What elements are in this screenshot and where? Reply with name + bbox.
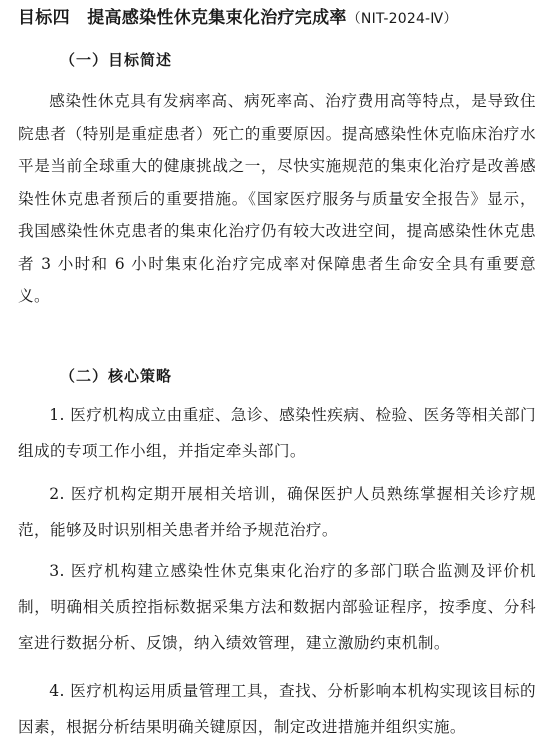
paragraph-summary: 感染性休克具有发病率高、病死率高、治疗费用高等特点，是导致住院患者（特别是重症患者）死亡的重要原因。提高感染性休克临床治疗水平是当前全球重大的健康挑战之一，尽快实施规范的集束化治疗是改善感染性休克患者预后的重要措施。《国家医疗服务与质量安全报告》显示，我国感染性休克患者的集束化治疗仍有较大改进空间，提高感染性休克患者 3 小时和 6 小时集束化治疗完成率对保障患者生命安全具有重要意义。 xyxy=(18,92,536,305)
section-heading-strategy: （二）核心策略 xyxy=(60,367,173,385)
section-heading-summary: （一）目标简述 xyxy=(60,51,173,69)
page-title xyxy=(18,6,548,31)
title-code: （NIT-2024-Ⅳ） xyxy=(346,11,458,27)
paragraph-strategy-2: 2. 医疗机构定期开展相关培训，确保医护人员熟练掌握相关诊疗规范，能够及时识别相关患者并给予规范治疗。 xyxy=(18,485,536,539)
title-main: 目标四 提高感染性休克集束化治疗完成率 xyxy=(18,8,347,28)
paragraph-strategy-3: 3. 医疗机构建立感染性休克集束化治疗的多部门联合监测及评价机制，明确相关质控指标数据采集方法和数据内部验证程序，按季度、分科室进行数据分析、反馈，纳入绩效管理，建立激励约束机制。 xyxy=(18,562,536,652)
paragraph-strategy-4: 4. 医疗机构运用质量管理工具，查找、分析影响本机构实现该目标的因素，根据分析结果明确关键原因，制定改进措施并组织实施。 xyxy=(18,682,536,736)
paragraph-strategy-1: 1. 医疗机构成立由重症、急诊、感染性疾病、检验、医务等相关部门组成的专项工作小组，并指定牵头部门。 xyxy=(18,406,536,460)
